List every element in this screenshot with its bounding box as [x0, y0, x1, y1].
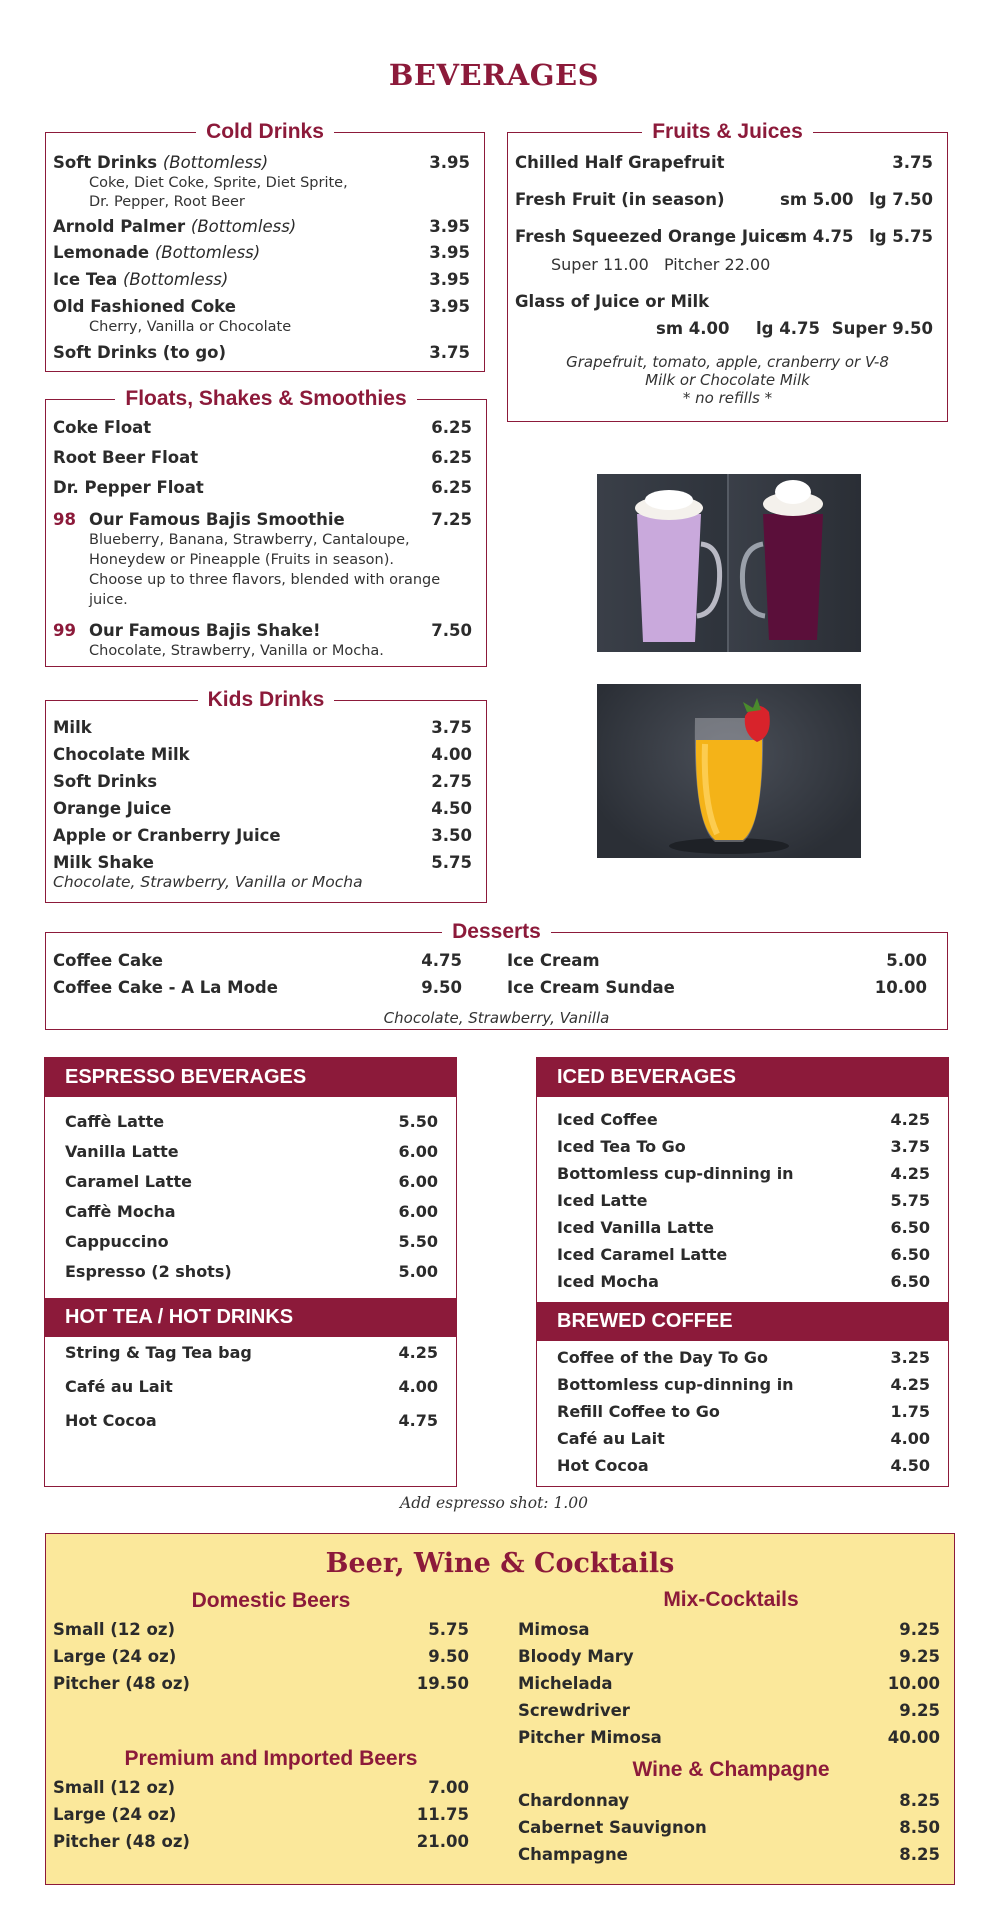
- item-desc: juice.: [89, 592, 128, 608]
- fruits-caption: Milk or Chocolate Milk: [645, 371, 810, 389]
- item-price: 5.00: [886, 951, 927, 970]
- item-name: Ice Tea: [53, 270, 118, 289]
- item-price-small: sm 5.00: [780, 190, 854, 209]
- item-price: 4.50: [431, 799, 472, 818]
- item-price: 4.00: [398, 1377, 438, 1396]
- item-price: 3.75: [429, 343, 470, 362]
- item-price-large: lg 7.50: [869, 190, 933, 209]
- wine-title: Wine & Champagne: [632, 1758, 830, 1781]
- item-name: Chocolate Milk: [53, 745, 190, 764]
- item-price: 19.50: [416, 1674, 469, 1693]
- item-price: 9.25: [899, 1647, 940, 1666]
- item-price: 4.00: [431, 745, 472, 764]
- item-name: Orange Juice: [53, 799, 172, 818]
- item-name: String & Tag Tea bag: [65, 1343, 252, 1362]
- item-price: 4.50: [890, 1456, 930, 1475]
- item-name: Small (12 oz): [53, 1620, 175, 1639]
- item-price: 3.75: [890, 1137, 930, 1156]
- item-note: (Bottomless): [123, 270, 229, 289]
- item-price-super: Super 11.00: [551, 255, 649, 274]
- item-name: Large (24 oz): [53, 1805, 177, 1824]
- item-price: 4.75: [398, 1411, 438, 1430]
- item-name: Iced Caramel Latte: [557, 1245, 728, 1264]
- item-price: 5.75: [431, 853, 472, 872]
- item-price-large: lg 4.75: [756, 319, 820, 338]
- item-note: (Bottomless): [190, 217, 297, 236]
- smoothie-glasses-icon: [597, 474, 861, 652]
- item-name: Iced Coffee: [557, 1110, 658, 1129]
- item-price-super: Super 9.50: [831, 319, 933, 338]
- item-price: 6.50: [890, 1245, 930, 1264]
- item-price: 4.25: [398, 1343, 438, 1362]
- item-name: Vanilla Latte: [65, 1142, 179, 1161]
- item-name: Refill Coffee to Go: [557, 1402, 720, 1421]
- item-name: Iced Latte: [557, 1191, 648, 1210]
- item-price: 10.00: [874, 978, 927, 997]
- item-price: 1.75: [890, 1402, 930, 1421]
- item-price: 10.00: [887, 1674, 940, 1693]
- item-price: 9.25: [899, 1620, 940, 1639]
- domestic-beers-title: Domestic Beers: [191, 1589, 351, 1612]
- item-price: 3.95: [429, 270, 470, 289]
- item-name: Glass of Juice or Milk: [515, 292, 710, 311]
- item-name: Lemonade: [53, 243, 150, 262]
- item-price: 9.50: [428, 1647, 469, 1666]
- item-name: Large (24 oz): [53, 1647, 177, 1666]
- item-price: 6.00: [398, 1142, 438, 1161]
- item-name: Cappuccino: [65, 1232, 169, 1251]
- item-name: Bottomless cup-dinning in: [557, 1375, 794, 1394]
- item-price: 21.00: [416, 1832, 469, 1851]
- item-price: 6.50: [890, 1272, 930, 1291]
- item-price: 9.50: [421, 978, 462, 997]
- item-price: 6.25: [431, 448, 472, 467]
- orange-juice-photo: [597, 684, 861, 858]
- item-name: Coffee of the Day To Go: [557, 1348, 769, 1367]
- item-price: 4.25: [890, 1164, 930, 1183]
- item-desc: Cherry, Vanilla or Chocolate: [89, 319, 292, 335]
- item-desc: Coke, Diet Coke, Sprite, Diet Sprite,: [89, 175, 348, 191]
- item-price-large: lg 5.75: [869, 227, 933, 246]
- item-name: Chardonnay: [518, 1791, 630, 1810]
- desserts-caption: Chocolate, Strawberry, Vanilla: [383, 1009, 610, 1027]
- item-price: 2.75: [431, 772, 472, 791]
- item-name: Chilled Half Grapefruit: [515, 153, 725, 172]
- item-name: Small (12 oz): [53, 1778, 175, 1797]
- item-price: 4.25: [890, 1375, 930, 1394]
- item-price: 6.00: [398, 1202, 438, 1221]
- beer-wine-title: Beer, Wine & Cocktails: [325, 1548, 675, 1579]
- item-price: 3.25: [890, 1348, 930, 1367]
- orange-juice-glass-icon: [597, 684, 861, 858]
- item-name: Espresso (2 shots): [65, 1262, 232, 1281]
- cocktails-title: Mix-Cocktails: [663, 1588, 799, 1611]
- fruits-juices-section: [507, 120, 948, 422]
- cold-drinks-section: [45, 120, 485, 372]
- item-name: Hot Cocoa: [65, 1411, 157, 1430]
- brewed-header: BREWED COFFEE: [537, 1302, 948, 1341]
- cold-drinks-title: Cold Drinks: [196, 120, 334, 143]
- item-name: Fresh Fruit (in season): [515, 190, 725, 209]
- item-name: Soft Drinks (to go): [53, 343, 227, 362]
- item-name: Pitcher Mimosa: [518, 1728, 662, 1747]
- item-price: 4.00: [890, 1429, 930, 1448]
- item-price: 40.00: [887, 1728, 940, 1747]
- item-name: Café au Lait: [557, 1429, 665, 1448]
- item-price: 4.75: [421, 951, 462, 970]
- espresso-header: ESPRESSO BEVERAGES: [45, 1058, 456, 1097]
- item-name: Milk Shake: [53, 853, 154, 872]
- kids-drinks-title: Kids Drinks: [198, 688, 335, 711]
- item-name: Mimosa: [518, 1620, 590, 1639]
- fruits-caption: Grapefruit, tomato, apple, cranberry or V-8: [566, 353, 889, 371]
- item-name: Coffee Cake - A La Mode: [53, 978, 278, 997]
- item-price: 3.95: [429, 243, 470, 262]
- item-name: Hot Cocoa: [557, 1456, 649, 1475]
- item-name: Caffè Mocha: [65, 1202, 176, 1221]
- item-desc: Dr. Pepper, Root Beer: [89, 194, 245, 210]
- item-name: Arnold Palmer: [53, 217, 186, 236]
- fruits-juices-title: Fruits & Juices: [642, 120, 813, 143]
- item-price: 3.95: [429, 153, 470, 172]
- item-name: Ice Cream Sundae: [507, 978, 675, 997]
- item-price-small: sm 4.00: [656, 319, 730, 338]
- beer-wine-section: [45, 1533, 955, 1885]
- item-name: Ice Cream: [507, 951, 600, 970]
- item-name: Pitcher (48 oz): [53, 1832, 190, 1851]
- item-price: 3.75: [892, 153, 933, 172]
- item-desc: Honeydew or Pineapple (Fruits in season).: [89, 552, 394, 568]
- item-number: 98: [53, 510, 76, 529]
- page-title: BEVERAGES: [388, 58, 600, 92]
- item-name: Soft Drinks: [53, 153, 158, 172]
- item-price: 7.25: [431, 510, 472, 529]
- item-price: 5.75: [890, 1191, 930, 1210]
- item-price: 5.75: [428, 1620, 469, 1639]
- item-price: 8.25: [899, 1845, 940, 1864]
- item-note: (Bottomless): [154, 243, 261, 262]
- item-name: Pitcher (48 oz): [53, 1674, 190, 1693]
- kids-caption: Chocolate, Strawberry, Vanilla or Mocha: [53, 873, 363, 891]
- floats-title: Floats, Shakes & Smoothies: [115, 387, 416, 410]
- kids-drinks-section: [45, 688, 487, 903]
- desserts-section: [45, 920, 948, 1030]
- espresso-section: [44, 1057, 457, 1487]
- item-desc: Choose up to three flavors, blended with orange: [89, 572, 441, 588]
- premium-beers-title: Premium and Imported Beers: [124, 1747, 418, 1770]
- item-price: 7.00: [428, 1778, 469, 1797]
- item-number: 99: [53, 621, 76, 640]
- espresso-shot-note: Add espresso shot: 1.00: [400, 1494, 588, 1512]
- item-price: 5.50: [398, 1112, 438, 1131]
- item-price: 4.25: [890, 1110, 930, 1129]
- item-name: Iced Tea To Go: [557, 1137, 686, 1156]
- item-name: Our Famous Bajis Shake!: [89, 621, 321, 640]
- item-name: Soft Drinks: [53, 772, 158, 791]
- item-price: 6.25: [431, 418, 472, 437]
- item-price: 5.00: [398, 1262, 438, 1281]
- item-name: Coke Float: [53, 418, 152, 437]
- iced-section: [536, 1057, 949, 1487]
- item-price: 8.25: [899, 1791, 940, 1810]
- item-name: Bottomless cup-dinning in: [557, 1164, 794, 1183]
- hot-tea-header: HOT TEA / HOT DRINKS: [45, 1298, 456, 1337]
- item-name: Root Beer Float: [53, 448, 199, 467]
- item-name: Caramel Latte: [65, 1172, 192, 1191]
- item-name: Cabernet Sauvignon: [518, 1818, 707, 1837]
- item-price: 6.25: [431, 478, 472, 497]
- item-price: 3.95: [429, 297, 470, 316]
- item-price-small: sm 4.75: [780, 227, 854, 246]
- item-price: 7.50: [431, 621, 472, 640]
- item-price: 5.50: [398, 1232, 438, 1251]
- item-name: Iced Mocha: [557, 1272, 659, 1291]
- item-name: Old Fashioned Coke: [53, 297, 236, 316]
- item-name: Screwdriver: [518, 1701, 630, 1720]
- item-name: Iced Vanilla Latte: [557, 1218, 714, 1237]
- item-desc: Chocolate, Strawberry, Vanilla or Mocha.: [89, 643, 384, 659]
- item-price-pitcher: Pitcher 22.00: [664, 255, 771, 274]
- item-name: Michelada: [518, 1674, 613, 1693]
- item-price: 6.50: [890, 1218, 930, 1237]
- item-name: Champagne: [518, 1845, 628, 1864]
- item-name: Milk: [53, 718, 92, 737]
- item-price: 3.50: [431, 826, 472, 845]
- item-name: Dr. Pepper Float: [53, 478, 204, 497]
- item-price: 8.50: [899, 1818, 940, 1837]
- item-note: (Bottomless): [162, 153, 269, 172]
- item-price: 11.75: [416, 1805, 469, 1824]
- item-name: Apple or Cranberry Juice: [53, 826, 281, 845]
- iced-header: ICED BEVERAGES: [537, 1058, 948, 1097]
- item-name: Coffee Cake: [53, 951, 163, 970]
- smoothie-photo: [597, 474, 861, 652]
- item-desc: Blueberry, Banana, Strawberry, Cantaloupe,: [89, 532, 410, 548]
- item-name: Caffè Latte: [65, 1112, 165, 1131]
- item-name: Café au Lait: [65, 1377, 173, 1396]
- item-name: Bloody Mary: [518, 1647, 634, 1666]
- item-price: 3.95: [429, 217, 470, 236]
- item-name: Our Famous Bajis Smoothie: [89, 510, 345, 529]
- desserts-title: Desserts: [442, 920, 551, 943]
- item-price: 3.75: [431, 718, 472, 737]
- item-price: 9.25: [899, 1701, 940, 1720]
- fruits-caption: * no refills *: [682, 389, 773, 407]
- item-name: Fresh Squeezed Orange Juice: [515, 227, 787, 246]
- floats-section: [45, 387, 487, 667]
- item-price: 6.00: [398, 1172, 438, 1191]
